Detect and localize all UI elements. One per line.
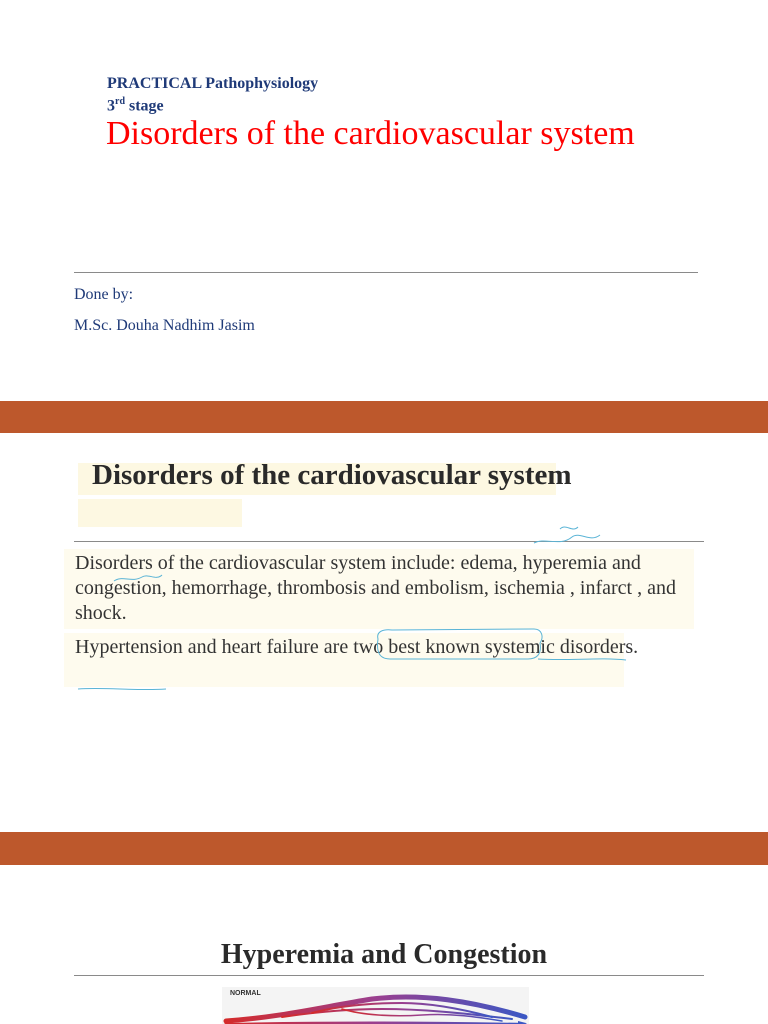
title-slide xyxy=(0,0,768,401)
annotation-strokes xyxy=(78,527,626,690)
capillary-network-illustration xyxy=(222,987,529,1024)
overview-slide xyxy=(0,433,768,832)
course-name: PRACTICAL Pathophysiology xyxy=(107,75,319,92)
hyperemia-slide xyxy=(0,865,768,1024)
systemic-disorders-paragraph: Hypertension and heart failure are two best known systemic disorders. xyxy=(75,636,639,658)
intro-paragraph: Disorders of the cardiovascular system include: edema, hyperemia and congestion, hemorrhage, thrombosis and embolism, ischemia , infarct , and shock. xyxy=(75,552,676,624)
done-by-label: Done by: xyxy=(74,286,134,303)
slide-divider-bar xyxy=(0,832,768,865)
slide-title: Disorders of the cardiovascular system xyxy=(92,459,572,491)
slide-title: Disorders of the cardiovascular system xyxy=(106,115,635,152)
blood-vessel-diagram xyxy=(222,987,529,1024)
handwritten-annotations xyxy=(0,433,768,733)
divider-line xyxy=(74,975,704,976)
slide-divider-bar xyxy=(0,401,768,433)
stage-number: 3 xyxy=(107,97,115,115)
author-name: M.Sc. Douha Nadhim Jasim xyxy=(74,317,255,334)
diagram-label: NORMAL xyxy=(230,990,261,997)
stage-word: stage xyxy=(129,97,164,115)
stage-ordinal-suffix: rd xyxy=(115,96,125,107)
slide-title: Hyperemia and Congestion xyxy=(220,939,548,970)
divider-line xyxy=(74,272,698,273)
stage-label xyxy=(107,96,164,115)
